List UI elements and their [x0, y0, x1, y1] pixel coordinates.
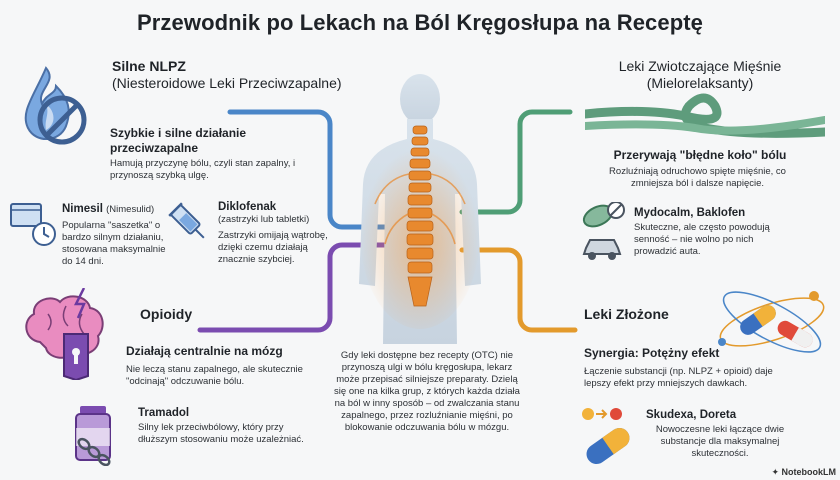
- skudexa-description: Nowoczesne leki łączące dwie substancje dla maksymalnej skuteczności.: [655, 424, 785, 459]
- sachet-clock-icon: [8, 200, 58, 250]
- skudexa-name: Skudexa, Doreta: [646, 409, 737, 421]
- page-title: Przewodnik po Lekach na Ból Kręgosłupa na Receptę: [136, 10, 704, 35]
- diklofenak-alt: (zastrzyki lub tabletki): [218, 214, 310, 225]
- flame-shield-icon: [16, 64, 92, 150]
- nlpz-title: [112, 58, 352, 92]
- nimesil-description: Popularna "saszetka" o bardzo silnym działaniu, stosowana maksymalnie do 14 dni.: [62, 220, 166, 267]
- opioid-description: Nie leczą stanu zapalnego, ale skutecznie "odcinają" odczuwanie bólu.: [126, 364, 303, 387]
- notebooklm-icon: ✦: [771, 467, 782, 477]
- mydocalm-description: Skuteczne, ale często powodują senność – nie wolno po nich prowadzić auta.: [634, 222, 770, 257]
- nimesil-name-text: Nimesil: [62, 203, 103, 215]
- combo-title: Leki Złożone: [584, 306, 669, 322]
- spine-vertebrae: [407, 126, 433, 306]
- center-note: Gdy leki dostępne bez recepty (OTC) nie przynoszą ulgi w bólu kręgosłupa, lekarz może przepisać silniejsze preparaty. Dzielą się one na kilka grup, z których każda działa na ból w inny sposób – od zwalczania stanu zapalnego, przez rozluźnianie mięśni, po blokowanie odczuwania bólu w mózgu.: [334, 350, 520, 433]
- tramadol-description: Silny lek przeciwbólowy, który przy dłuższym stosowaniu może uzależniać.: [138, 422, 304, 445]
- notebooklm-watermark: [771, 467, 836, 478]
- nlpz-description: Hamują przyczynę bólu, czyli stan zapalny, i przynoszą szybką ulgę.: [110, 158, 296, 181]
- nimesil-alt: (Nimesulid): [106, 204, 155, 215]
- pill-bottle-chain-icon: [70, 404, 122, 466]
- relax-heading: Przerywają "błędne koło" bólu: [613, 148, 787, 162]
- combo-description: Łączenie substancji (np. NLPZ + opioid) daje lepszy efekt przy mniejszych dawkach.: [584, 366, 773, 389]
- relax-title: [585, 58, 815, 92]
- opioid-title: Opioidy: [140, 306, 193, 322]
- nlpz-title-text: Silne NLPZ: [112, 58, 186, 74]
- relax-description: Rozluźniają odruchowo spięte mięśnie, co zmniejsza ból i dalsze napięcie.: [609, 166, 786, 189]
- tramadol-name: Tramadol: [138, 407, 190, 419]
- muscle-car-icon: [580, 202, 626, 264]
- mydocalm-name: Mydocalm, Baklofen: [634, 207, 746, 219]
- relax-subtitle: (Mielorelaksanty): [646, 75, 754, 91]
- nlpz-subtitle: (Niesteroidowe Leki Przeciwzapalne): [112, 75, 342, 91]
- diklofenak-description: Zastrzyki omijają wątrobę, dzięki czemu działają znacznie szybciej.: [218, 230, 328, 265]
- spine-body-illustration: [345, 44, 495, 344]
- combo-heading: Synergia: Potężny efekt: [584, 346, 720, 360]
- syringe-icon: [166, 200, 212, 246]
- rope-knot-icon: [585, 92, 825, 148]
- notebooklm-label: NotebookLM: [781, 467, 836, 477]
- opioid-heading: Działają centralnie na mózg: [126, 344, 283, 358]
- combo-capsule-icon: [580, 406, 636, 466]
- brain-lock-icon: [18, 288, 114, 380]
- nlpz-heading: Szybkie i silne działanie przeciwzapalne: [110, 126, 247, 155]
- relax-title-text: Leki Zwiotczające Mięśnie: [618, 58, 782, 74]
- diklofenak-name: Diklofenak: [218, 201, 277, 213]
